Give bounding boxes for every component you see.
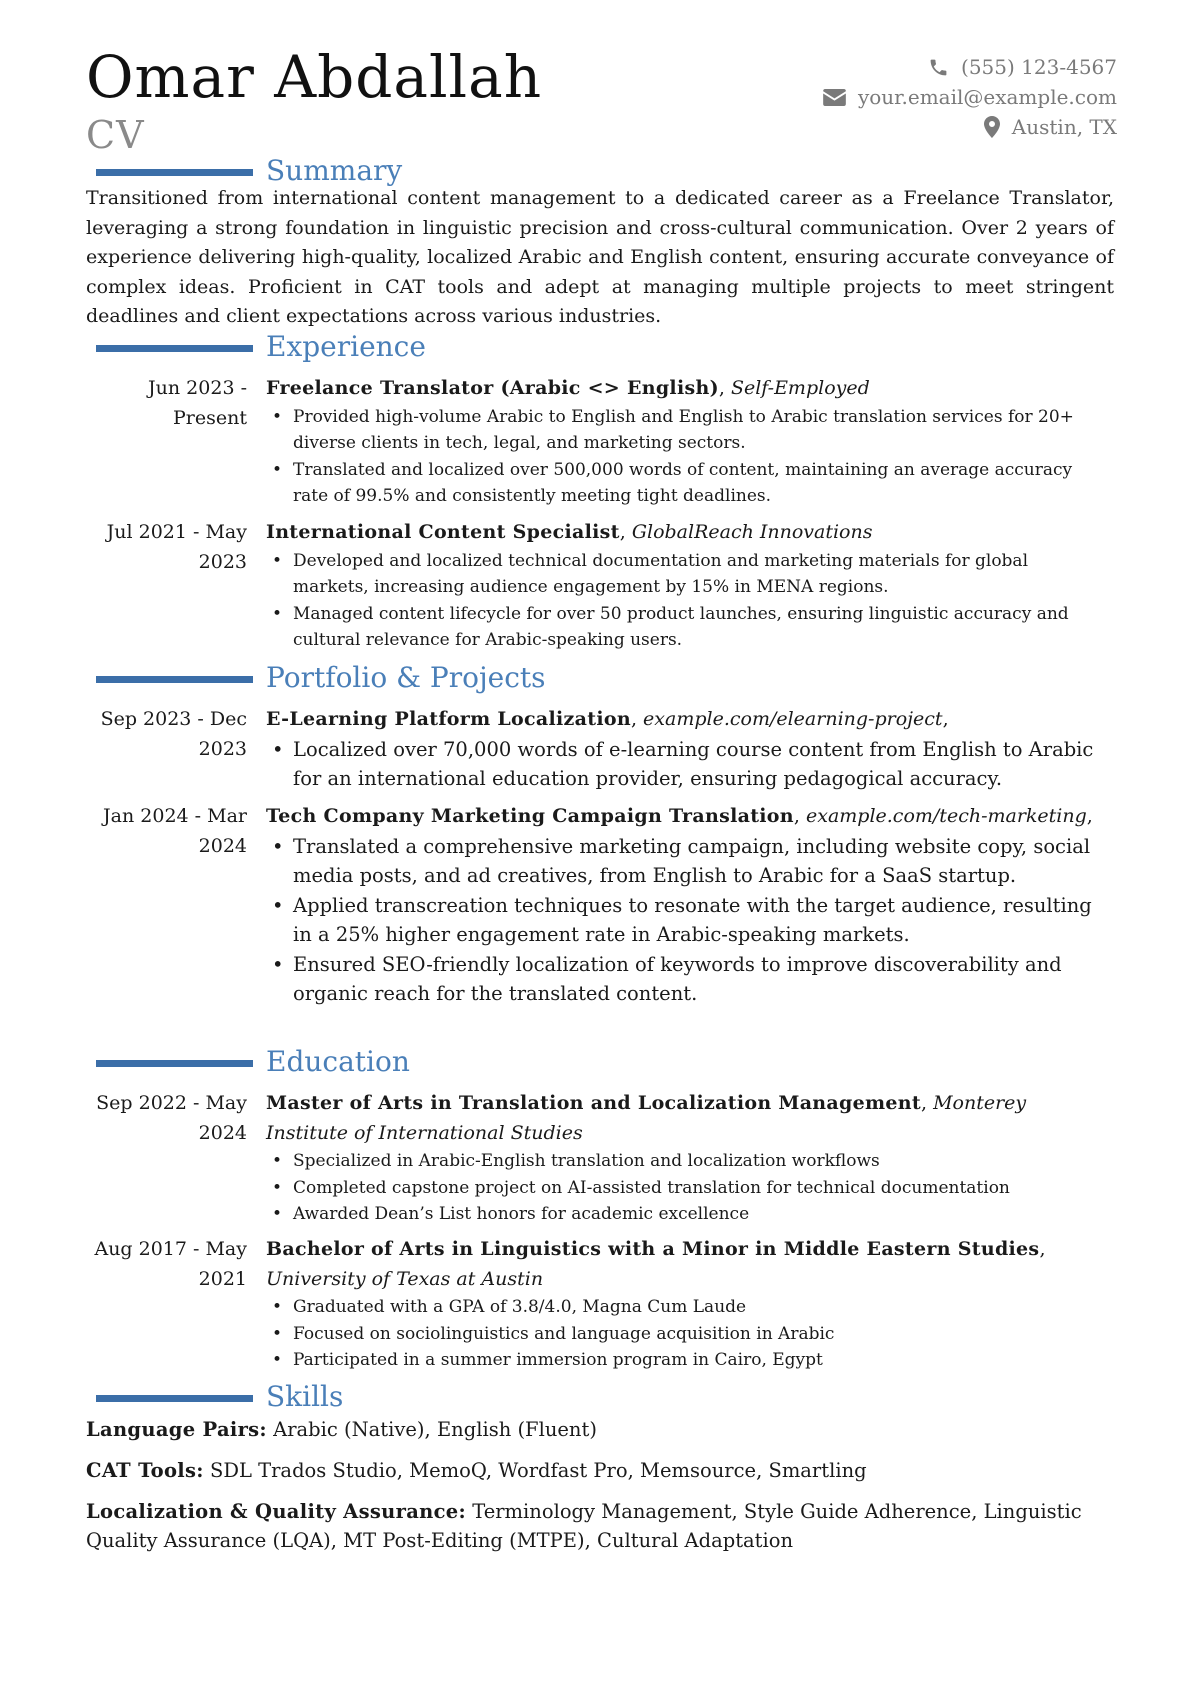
section-accent-bar <box>96 1395 253 1402</box>
map-pin-icon <box>984 116 1000 138</box>
entry-heading: International Content Specialist, GlobalReach Innovations <box>266 521 873 543</box>
section-title: Experience <box>266 330 426 363</box>
skill-label: Localization & Quality Assurance: <box>86 1500 466 1523</box>
entry-bullets <box>266 1294 1108 1374</box>
contact-location <box>823 112 1117 142</box>
entry-date: Sep 2022 - May 2024 <box>96 1092 247 1144</box>
entry-title: E-Learning Platform Localization <box>266 708 631 730</box>
email-address[interactable]: your.email@example.com <box>857 85 1117 109</box>
list-item: • Applied transcreation techniques to resonate with the target audience, resulting in a 25% higher engagement rate in Arabic-speaking markets. <box>266 891 1108 950</box>
entry-heading: Freelance Translator (Arabic <> English), Self-Employed <box>266 377 870 399</box>
summary-text: Transitioned from international content management to a dedicated career as a Freelance Translator, leveraging a strong foundation in linguistic precision and cross-cultural communication. Over 2 years of experience delivering high-quality, localized Arabic and English content, ensuring accurate conveyance of complex ideas. Proficient in CAT tools and adept at managing multiple projects to meet stringent deadlines and client expectations across various industries. <box>86 187 1114 327</box>
list-item: • Provided high-volume Arabic to English and English to Arabic translation services for 20+ diverse clients in tech, legal, and marketing sectors. <box>266 404 1108 457</box>
entry-body <box>266 518 1108 654</box>
contact-email <box>823 82 1117 112</box>
skill-row <box>86 1456 1126 1485</box>
entry-date: Sep 2023 - Dec 2023 <box>100 708 247 760</box>
section-accent-bar <box>96 345 253 352</box>
entry-title: Bachelor of Arts in Linguistics with a Minor in Middle Eastern Studies <box>266 1238 1040 1260</box>
list-item: • Translated and localized over 500,000 words of content, maintaining an average accuracy rate of 99.5% and consistently meeting tight deadlines. <box>266 457 1108 510</box>
contact-phone <box>823 52 1117 82</box>
skill-label: Language Pairs: <box>86 1418 267 1441</box>
entry-body <box>266 1089 1108 1228</box>
list-item: • Focused on sociolinguistics and language acquisition in Arabic <box>266 1321 1108 1348</box>
entry-bullets <box>266 548 1108 654</box>
entry-organization: University of Texas at Austin <box>266 1267 544 1290</box>
skill-row <box>86 1415 1126 1444</box>
entry-date: Jun 2023 - Present <box>148 377 247 429</box>
entry-title: Tech Company Marketing Campaign Translation <box>266 805 794 827</box>
project-link[interactable]: example.com/elearning-project <box>643 708 943 730</box>
section-accent-bar <box>96 1060 253 1067</box>
entry-organization: GlobalReach Innovations <box>631 521 873 543</box>
list-item: • Specialized in Arabic-English translation and localization workflows <box>266 1148 1108 1175</box>
entry-heading: Bachelor of Arts in Linguistics with a Minor in Middle Eastern Studies, University of Texas at Austin <box>266 1238 1046 1290</box>
entry-date: Aug 2017 - May 2021 <box>94 1238 247 1290</box>
section-title: Education <box>266 1045 410 1078</box>
entry-body <box>266 1235 1108 1374</box>
envelope-icon <box>823 89 846 106</box>
contact-info <box>823 52 1117 142</box>
list-item: • Managed content lifecycle for over 50 product launches, ensuring linguistic accuracy and cultural relevance for Arabic-speaking users. <box>266 601 1108 654</box>
entry-bullets <box>266 404 1108 510</box>
entry-date: Jan 2024 - Mar 2024 <box>103 805 247 857</box>
section-title: Skills <box>266 1380 344 1413</box>
entry-title: Freelance Translator (Arabic <> English) <box>266 377 719 399</box>
candidate-name: Omar Abdallah <box>86 43 543 111</box>
list-item: • Participated in a summer immersion program in Cairo, Egypt <box>266 1347 1108 1374</box>
entry-title: International Content Specialist <box>266 521 620 543</box>
list-item: • Developed and localized technical documentation and marketing materials for global markets, increasing audience engagement by 15% in MENA regions. <box>266 548 1108 601</box>
entry-body <box>266 802 1108 1009</box>
entry-heading: Tech Company Marketing Campaign Translation, example.com/tech-marketing, <box>266 805 1093 827</box>
skill-label: CAT Tools: <box>86 1459 204 1482</box>
entry-bullets <box>266 832 1108 1009</box>
skills-list <box>86 1415 1126 1567</box>
skill-row <box>86 1497 1126 1555</box>
document-subtitle: CV <box>86 113 145 157</box>
location-text: Austin, TX <box>1011 115 1117 139</box>
entry-organization: Self-Employed <box>730 377 870 399</box>
entry-heading: Master of Arts in Translation and Localization Management, Monterey Institute of International Studies <box>266 1092 1027 1144</box>
list-item: • Awarded Dean’s List honors for academic excellence <box>266 1201 1108 1228</box>
entry-body <box>266 374 1108 510</box>
list-item: • Graduated with a GPA of 3.8/4.0, Magna Cum Laude <box>266 1294 1108 1321</box>
phone-icon <box>928 57 949 78</box>
project-link[interactable]: example.com/tech-marketing <box>805 805 1087 827</box>
entry-organization: Monterey Institute of International Studies <box>266 1092 1027 1144</box>
section-accent-bar <box>96 676 253 683</box>
skill-value: Terminology Management, Style Guide Adherence, Linguistic Quality Assurance (LQA), MT Post-Editing (MTPE), Cultural Adaptation <box>86 1500 1082 1552</box>
list-item: • Translated a comprehensive marketing campaign, including website copy, social media posts, and ad creatives, from English to Arabic for a SaaS startup. <box>266 832 1108 891</box>
entry-bullets <box>266 735 1108 794</box>
entry-bullets <box>266 1148 1108 1228</box>
section-accent-bar <box>96 169 253 176</box>
list-item: • Localized over 70,000 words of e-learning course content from English to Arabic for an international education provider, ensuring pedagogical accuracy. <box>266 735 1108 794</box>
list-item: • Completed capstone project on AI-assisted translation for technical documentation <box>266 1175 1108 1202</box>
phone-number[interactable]: (555) 123-4567 <box>961 55 1117 79</box>
section-title: Summary <box>266 154 403 187</box>
section-title: Portfolio & Projects <box>266 661 546 694</box>
entry-heading: E-Learning Platform Localization, example.com/elearning-project, <box>266 708 949 730</box>
skill-value: Arabic (Native), English (Fluent) <box>273 1418 597 1441</box>
entry-body <box>266 705 1108 794</box>
entry-title: Master of Arts in Translation and Localization Management <box>266 1092 921 1114</box>
entry-date: Jul 2021 - May 2023 <box>106 521 247 573</box>
skill-value: SDL Trados Studio, MemoQ, Wordfast Pro, Memsource, Smartling <box>209 1459 867 1482</box>
list-item: • Ensured SEO-friendly localization of keywords to improve discoverability and organic reach for the translated content. <box>266 950 1108 1009</box>
